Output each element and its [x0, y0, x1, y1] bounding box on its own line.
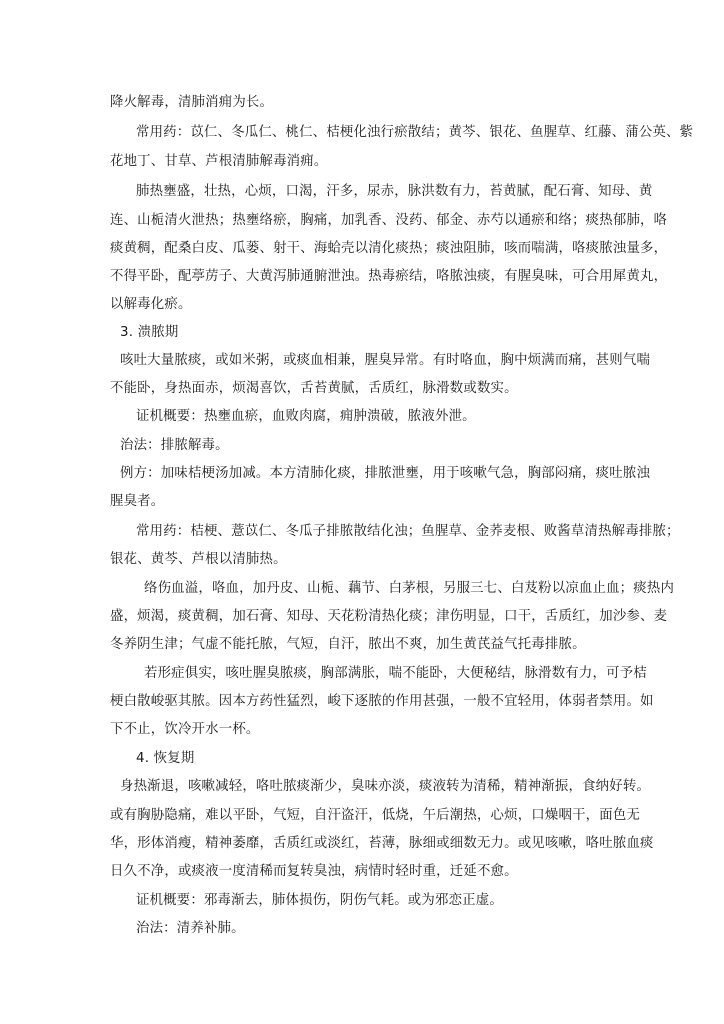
paragraph-line: 以解毒化瘀。	[110, 297, 192, 312]
paragraph-line: 治法：排脓解毒。	[120, 438, 229, 453]
paragraph-line: 梗白散峻驱其脓。因本方药性猛烈，峻下逐脓的作用甚强，一般不宜轻用，体弱者禁用。如	[110, 694, 654, 709]
paragraph-line: 证机概要：热壅血瘀，血败肉腐，痈肿溃破，脓液外泄。	[136, 409, 476, 424]
paragraph-line: 连、山栀清火泄热；热壅络瘀，胸痛，加乳香、没药、郁金、赤芍以通瘀和络；痰热郁肺，咯	[110, 213, 668, 228]
paragraph-line: 盛，烦渴，痰黄稠，加石膏、知母、天花粉清热化痰；津伤明显，口干，舌质红，加沙参、麦	[110, 609, 668, 624]
paragraph-line: 常用药：苡仁、冬瓜仁、桃仁、桔梗化浊行瘀散结；黄芩、银花、鱼腥草、红藤、蒲公英、紫	[136, 125, 694, 140]
paragraph-line: 花地丁、甘草、芦根清肺解毒消痈。	[110, 154, 328, 169]
paragraph-line: 若形症俱实，咳吐腥臭脓痰，胸部满胀，喘不能卧，大便秘结，脉滑数有力，可予桔	[144, 666, 647, 681]
paragraph-line: 络伤血溢，咯血，加丹皮、山栀、藕节、白茅根，另服三七、白芨粉以凉血止血；痰热内	[144, 581, 675, 596]
paragraph-line: 华，形体消瘦，精神萎靡，舌质红或淡红，苔薄，脉细或细数无力。或见咳嗽，咯吐脓血痰	[110, 836, 654, 851]
section-heading: 3. 溃脓期	[120, 325, 179, 340]
paragraph-line: 肺热壅盛，壮热，心烦，口渴，汗多，尿赤，脉洪数有力，苔黄腻，配石膏、知母、黄	[136, 184, 653, 199]
paragraph-line: 不得平卧，配葶苈子、大黄泻肺通腑泄浊。热毒瘀结，咯脓浊痰，有腥臭味，可合用犀黄丸，	[110, 269, 668, 284]
paragraph-line: 证机概要：邪毒渐去，肺体损伤，阴伤气耗。或为邪恋正虚。	[136, 893, 503, 908]
section-heading: 4. 恢复期	[136, 751, 195, 766]
paragraph-line: 冬养阴生津；气虚不能托脓，气短，自汗，脓出不爽，加生黄芪益气托毒排脓。	[110, 637, 586, 652]
paragraph-line: 腥臭者。	[110, 494, 165, 509]
paragraph-line: 或有胸胁隐痛，难以平卧，气短，自汗盗汗，低烧，午后潮热，心烦，口燥咽干，面色无	[110, 808, 641, 823]
paragraph-line: 治法：清养补肺。	[136, 921, 245, 936]
paragraph-line: 痰黄稠，配桑白皮、瓜蒌、射干、海蛤壳以清化痰热；痰浊阻肺，咳而喘满，咯痰脓浊量多，	[110, 241, 668, 256]
paragraph-line: 日久不净，或痰液一度清稀而复转臭浊，病情时轻时重，迁延不愈。	[110, 864, 518, 879]
paragraph-line: 下不止，饮冷开水一杯。	[110, 722, 260, 737]
paragraph-line: 常用药：桔梗、薏苡仁、冬瓜子排脓散结化浊；鱼腥草、金荞麦根、败酱草清热解毒排脓；	[136, 524, 680, 539]
paragraph-line: 银花、黄芩、芦根以清肺热。	[110, 552, 287, 567]
paragraph-line: 咳吐大量脓痰，或如米粥，或痰血相兼，腥臭异常。有时咯血，胸中烦满而痛，甚则气喘	[120, 353, 651, 368]
paragraph-line: 降火解毒，清肺消痈为长。	[110, 95, 274, 110]
paragraph-line: 例方：加味桔梗汤加减。本方清肺化痰，排脓泄壅，用于咳嗽气急，胸部闷痛，痰吐脓浊	[120, 466, 651, 481]
paragraph-line: 身热渐退，咳嗽减轻，咯吐脓痰渐少，臭味亦淡，痰液转为清稀，精神渐振，食纳好转。	[120, 779, 651, 794]
paragraph-line: 不能卧，身热面赤，烦渴喜饮，舌苔黄腻，舌质红，脉滑数或数实。	[110, 381, 518, 396]
